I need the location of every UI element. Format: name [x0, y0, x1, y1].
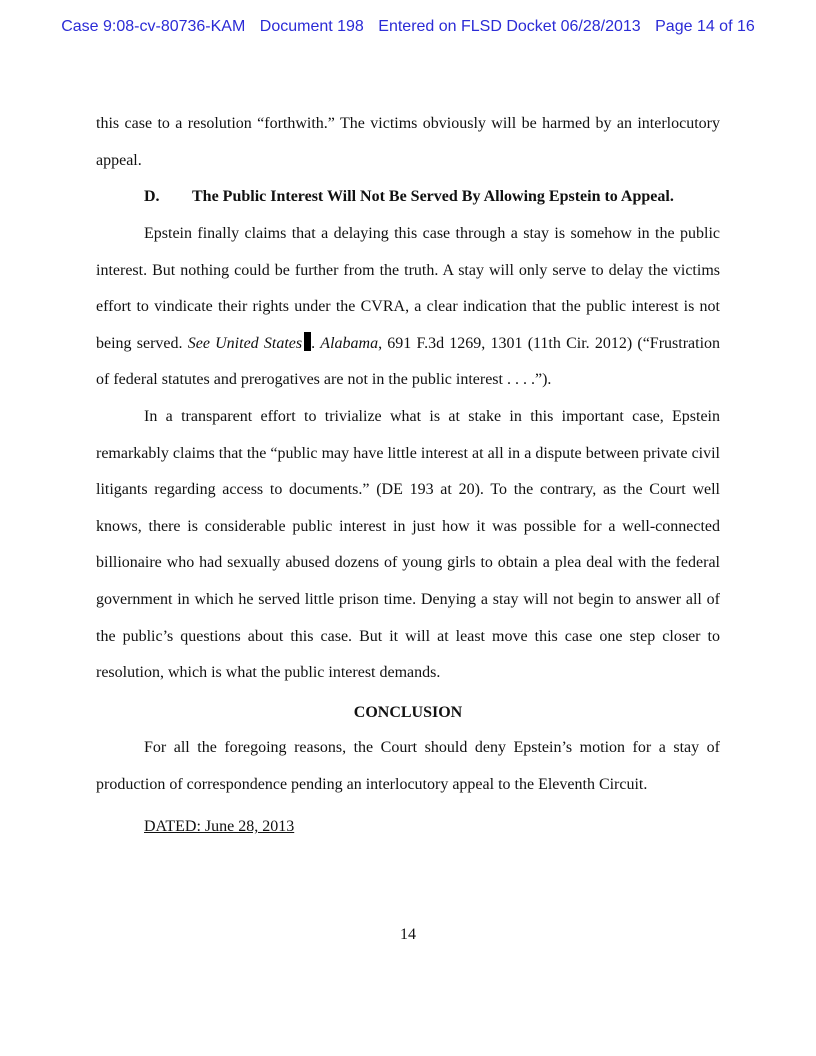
citation-case-name: United States: [215, 334, 303, 352]
header-case-number: Case 9:08-cv-80736-KAM: [61, 18, 246, 35]
paragraph-transparent: In a transparent effort to trivialize what is at stake in this important case, Epstein remarkably claims that the “public may have little interest at all in a dispute between private civil litigants regarding access to documents.” (DE 193 at 20). To the contrary, as the Court well knows, there is considerable public interest in just how it was possible for a well-connected billionaire who had sexually abused dozens of young girls to obtain a plea deal with the federal government in which he served little prison time. Denying a stay will not begin to answer all of the public’s questions about this case. But it will at least move this case one step closer to resolution, which is what the public interest demands.: [96, 408, 720, 682]
header-document-number: Document 198: [259, 18, 364, 35]
citation-reporter: , 691 F.3d 1269, 1301 (11th Cir. 2012) (“Frustration of federal statutes and prerogatives are not in the public interest . . . .”).: [96, 334, 721, 389]
page-number: 14: [400, 926, 416, 943]
citation-versus-end: .: [311, 334, 316, 352]
dated-line: DATED: June 28, 2013: [144, 818, 295, 835]
header-entered-date: Entered on FLSD Docket 06/28/2013: [378, 18, 641, 35]
citation-signal: See: [187, 334, 210, 352]
conclusion-heading: CONCLUSION: [353, 704, 463, 721]
citation-case-name-2: Alabama: [320, 334, 379, 352]
paragraph-continued: this case to a resolution “forthwith.” The victims obviously will be harmed by an interlocutory appeal.: [96, 115, 720, 169]
section-heading-d: [144, 188, 674, 206]
header-page-count: Page 14 of 16: [655, 18, 755, 35]
paragraph-stay: [96, 216, 720, 399]
paragraph-stay-text: Epstein finally claims that a delaying this case through a stay is somehow in the public interest. But nothing could be further from the truth. A stay will only serve to delay the victims effort to vindicate their rights under the CVRA, a clear indication that the public interest is not being served.: [96, 225, 720, 352]
section-letter: D.: [144, 188, 160, 205]
docket-header: [0, 18, 816, 36]
section-title: The Public Interest Will Not Be Served By Allowing Epstein to Appeal.: [192, 188, 674, 205]
paragraph-conclusion: For all the foregoing reasons, the Court should deny Epstein’s motion for a stay of production of correspondence pending an interlocutory appeal to the Eleventh Circuit.: [96, 739, 720, 793]
